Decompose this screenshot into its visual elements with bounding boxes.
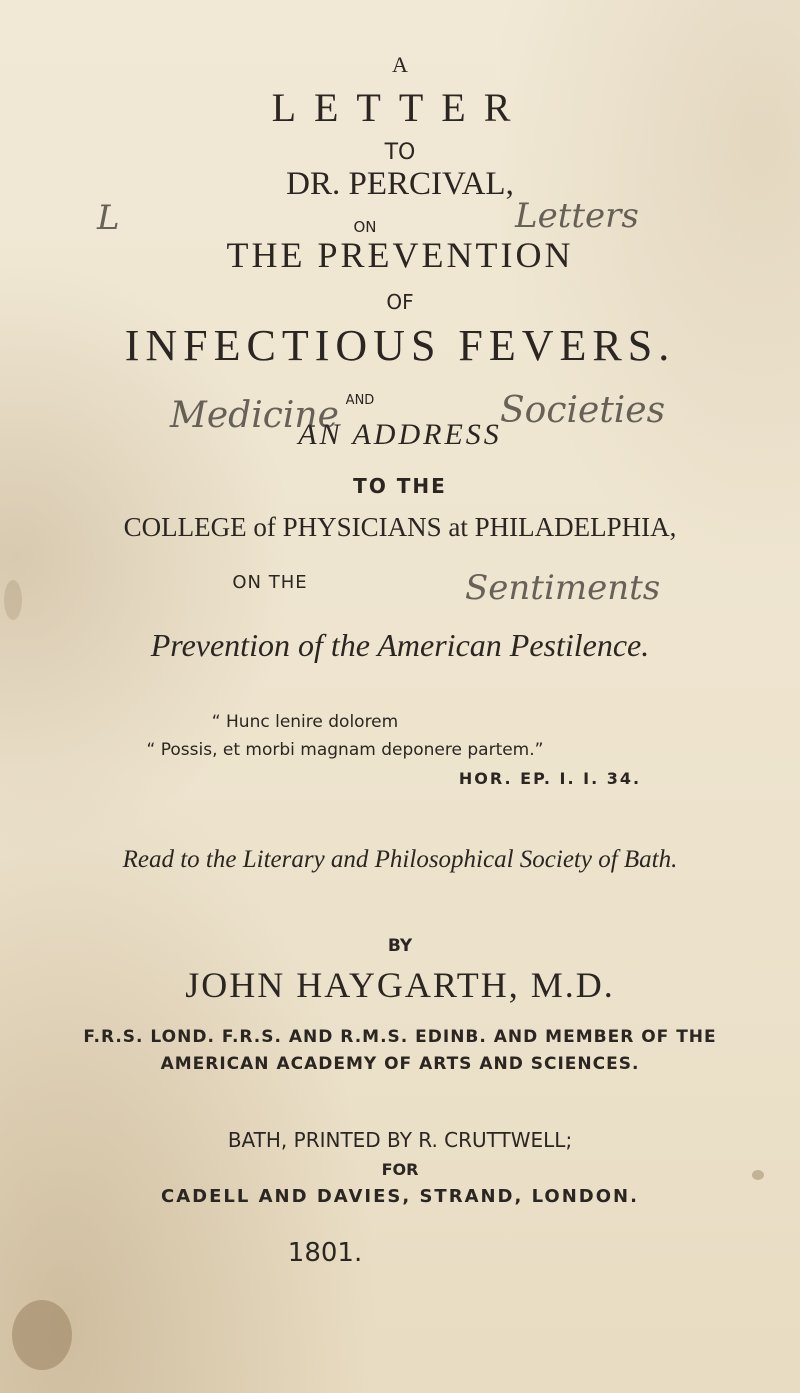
heading-letter: LETTER	[271, 85, 529, 130]
subject-prevention: THE PREVENTION	[226, 235, 574, 275]
handwritten-societies: Societies	[500, 390, 666, 431]
publishers-line: CADELL AND DAVIES, STRAND, LONDON.	[161, 1186, 639, 1207]
handwritten-letters: Letters	[515, 196, 639, 236]
handwritten-medicine: Medicine	[170, 395, 339, 436]
heading-on-the: ON THE	[232, 572, 308, 593]
epigraph-line-1: “ Hunc lenire dolorem	[211, 712, 399, 732]
printer-line: BATH, PRINTED BY R. CRUTTWELL;	[227, 1128, 573, 1152]
handwritten-sentiments: Sentiments	[465, 568, 661, 608]
heading-to-the: TO THE	[353, 474, 447, 498]
recipient-name: DR. PERCIVAL,	[286, 166, 514, 202]
read-to-line: Read to the Literary and Philosophical Society of Bath.	[122, 846, 678, 873]
credentials-line-1: F.R.S. LOND. F.R.S. AND R.M.S. EDINB. AND MEMBER OF THE	[83, 1027, 717, 1047]
epigraph-line-2: “ Possis, et morbi magnam deponere partem.”	[146, 740, 544, 760]
college-line: COLLEGE of PHYSICIANS at PHILADELPHIA,	[123, 512, 677, 542]
heading-for: FOR	[381, 1160, 419, 1179]
epigraph-source: HOR. EP. I. I. 34.	[458, 769, 642, 788]
heading-an-address: AN ADDRESS	[298, 418, 502, 451]
foxing-stain	[12, 1300, 72, 1370]
heading-on: ON	[353, 218, 377, 236]
heading-to: TO	[384, 140, 416, 165]
credentials-line-2: AMERICAN ACADEMY OF ARTS AND SCIENCES.	[160, 1054, 640, 1074]
prevention-line: Prevention of the American Pestilence.	[150, 627, 650, 663]
heading-by: BY	[387, 936, 413, 956]
heading-and: AND	[345, 393, 375, 408]
subject-infectious-fevers: INFECTIOUS FEVERS.	[124, 321, 676, 370]
heading-a: A	[392, 52, 408, 77]
handwritten-mark: L	[97, 198, 120, 238]
author-name: JOHN HAYGARTH, M.D.	[185, 965, 615, 1005]
heading-of: OF	[386, 290, 414, 314]
year: 1801.	[287, 1238, 363, 1268]
